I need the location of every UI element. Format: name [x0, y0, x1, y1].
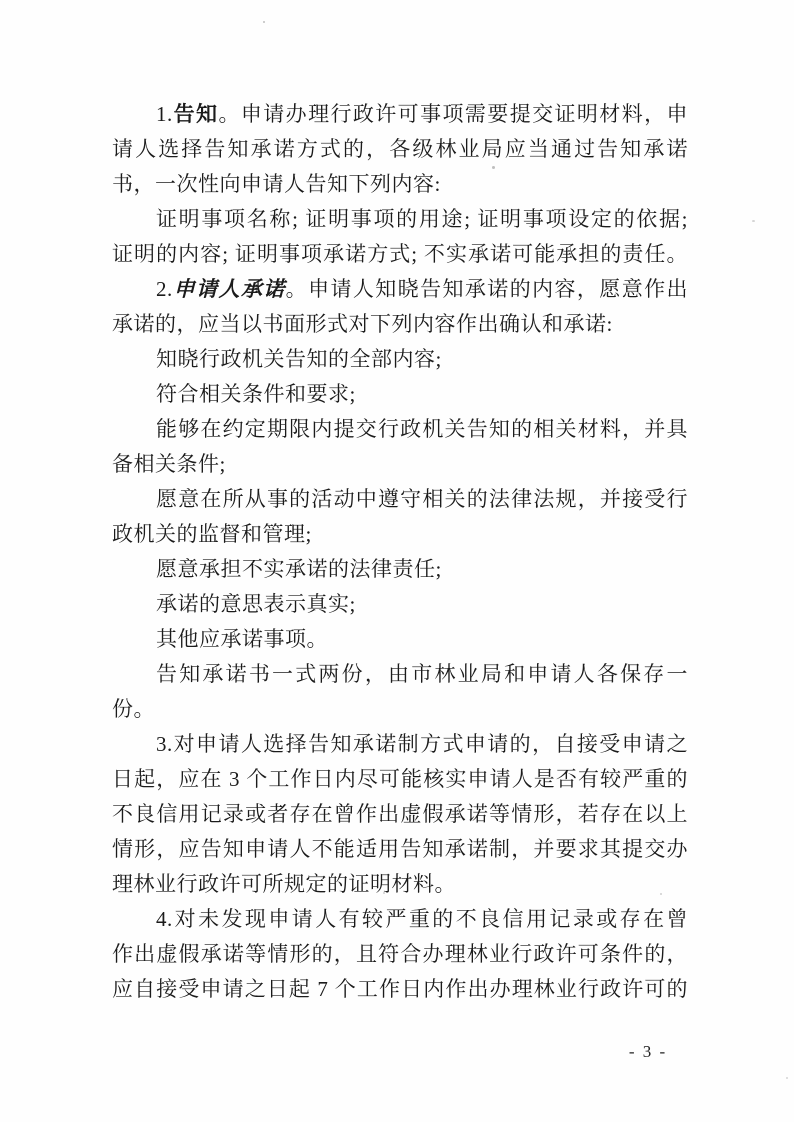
document-line [112, 692, 688, 727]
text-run: 告知承诺书一式两份，由市林业局和申请人各保存一 [156, 662, 688, 686]
scan-speck [263, 21, 265, 23]
text-run: 知晓行政机关告知的全部内容; [156, 347, 442, 371]
document-line [112, 342, 688, 377]
document-line [112, 762, 688, 797]
text-run: 理林业行政许可所规定的证明材料。 [112, 872, 456, 896]
emphasized-text-run: 告知 [172, 102, 219, 126]
document-line [112, 972, 688, 1007]
text-run: 承诺的意思表示真实; [156, 592, 356, 616]
scan-speck [383, 892, 385, 894]
text-run: 证明事项名称; 证明事项的用途; 证明事项设定的依据; [156, 207, 688, 231]
text-run: 。申请人知晓告知承诺的内容，愿意作出 [285, 277, 689, 301]
text-run: 不良信用记录或者存在曾作出虚假承诺等情形，若存在以上 [112, 802, 688, 826]
document-line [112, 832, 688, 867]
document-line [112, 587, 688, 622]
text-run: 能够在约定期限内提交行政机关告知的相关材料，并具 [156, 417, 688, 441]
document-line [112, 412, 688, 447]
text-run: 应自接受申请之日起 7 个工作日内作出办理林业行政许可的 [112, 977, 688, 1001]
text-run: 情形，应告知申请人不能适用告知承诺制，并要求其提交办 [112, 837, 688, 861]
document-line [112, 517, 688, 552]
text-run: 2. [156, 277, 173, 301]
text-run: 请人选择告知承诺方式的，各级林业局应当通过告知承诺 [112, 137, 688, 161]
document-line [112, 482, 688, 517]
scan-speck [660, 893, 662, 895]
scan-speck [492, 166, 495, 169]
text-run: 3. [156, 732, 173, 756]
document-line [112, 307, 688, 342]
text-run: 愿意在所从事的活动中遵守相关的法律法规，并接受行 [156, 487, 688, 511]
text-run: 备相关条件; [112, 452, 226, 476]
text-run: 承诺的，应当以书面形式对下列内容作出确认和承诺: [112, 312, 613, 336]
text-run: 份。 [112, 697, 155, 721]
document-line [112, 447, 688, 482]
document-line [112, 132, 688, 167]
text-run: 证明的内容; 证明事项承诺方式; 不实承诺可能承担的责任。 [112, 242, 688, 266]
text-run: 书，一次性向申请人告知下列内容: [112, 172, 441, 196]
text-run: 。申请办理行政许可事项需要提交证明材料，申 [218, 102, 689, 126]
document-line [112, 657, 688, 692]
document-line [112, 272, 688, 307]
document-line [112, 167, 688, 202]
document-line [112, 237, 688, 272]
document-line [112, 377, 688, 412]
text-run: 政机关的监督和管理; [112, 522, 312, 546]
text-run: 愿意承担不实承诺的法律责任; [156, 557, 442, 581]
scan-speck [786, 1077, 788, 1079]
document-line [112, 937, 688, 972]
scan-speck [752, 220, 755, 222]
text-run: 日起，应在 3 个工作日内尽可能核实申请人是否有较严重的 [112, 767, 688, 791]
text-run: 作出虚假承诺等情形的，且符合办理林业行政许可条件的， [112, 942, 688, 966]
document-line [112, 797, 688, 832]
document-body [112, 97, 688, 1007]
text-run: 对申请人选择告知承诺制方式申请的，自接受申请之 [172, 732, 688, 756]
document-line [112, 902, 688, 937]
emphasized-text-run: 申请人承诺 [172, 277, 286, 301]
text-run: 其他应承诺事项。 [156, 627, 328, 651]
text-run: 对未发现申请人有较严重的不良信用记录或存在曾 [172, 907, 688, 931]
page-number: - 3 - [628, 1042, 668, 1061]
text-run: 1. [156, 102, 173, 126]
document-line [112, 727, 688, 762]
document-line [112, 552, 688, 587]
document-line [112, 867, 688, 902]
document-line [112, 622, 688, 657]
document-line [112, 202, 688, 237]
text-run: 4. [156, 907, 173, 931]
document-line [112, 97, 688, 132]
text-run: 符合相关条件和要求; [156, 382, 356, 406]
